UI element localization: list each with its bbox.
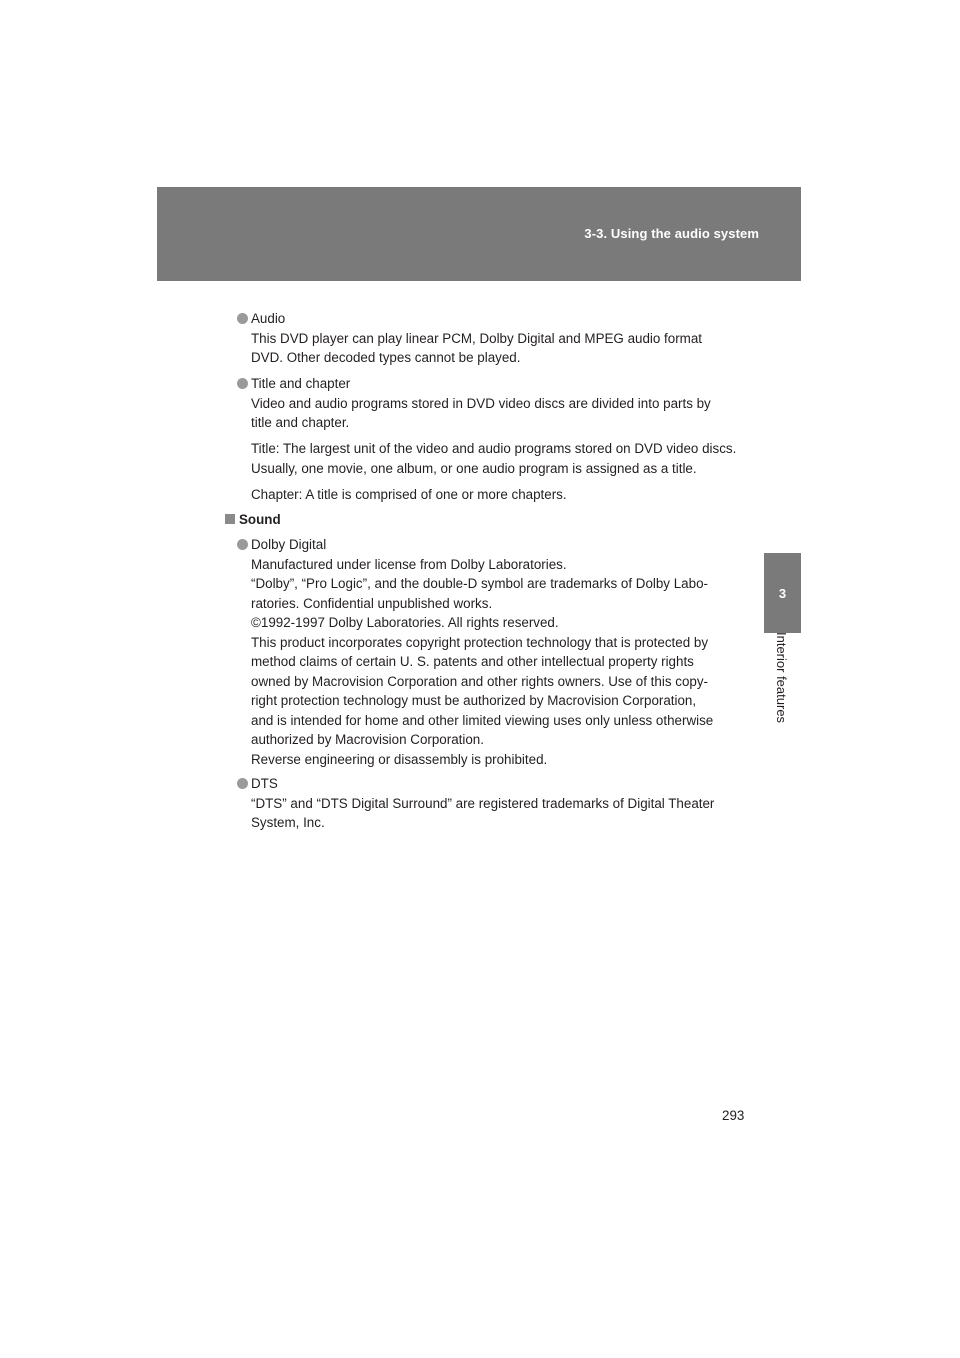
item-text-line: “DTS” and “DTS Digital Surround” are registered trademarks of Digital Theater: [251, 795, 715, 811]
section-title: 3-3. Using the audio system: [584, 226, 759, 241]
item-text-line: “Dolby”, “Pro Logic”, and the double-D symbol are trademarks of Dolby Labo-: [251, 576, 708, 591]
item-title: Title and chapter: [251, 376, 351, 391]
item-title: Dolby Digital: [251, 537, 327, 552]
page-number: 293: [722, 1108, 745, 1123]
bullet-icon: [237, 778, 248, 789]
item-text-line: ratories. Confidential unpublished works.: [251, 595, 493, 611]
header-bar: [157, 187, 801, 281]
item-text-line: DVD. Other decoded types cannot be played.: [251, 350, 521, 365]
item-text-line: ©1992-1997 Dolby Laboratories. All rights reserved.: [251, 615, 559, 630]
title-definition: [251, 439, 761, 478]
chapter-definition: Chapter: A title is comprised of one or more chapters.: [251, 487, 567, 502]
chapter-side-label: [770, 632, 794, 732]
chapter-tab: 3: [764, 553, 801, 633]
definition-line: Title: The largest unit of the video and audio programs stored on DVD video discs.: [251, 441, 737, 456]
item-text-line: authorized by Macrovision Corporation.: [251, 732, 484, 747]
bullet-icon: [237, 313, 248, 324]
item-text-line: Reverse engineering or disassembly is prohibited.: [251, 751, 548, 767]
bullet-icon: [237, 539, 248, 550]
item-text-line: This DVD player can play linear PCM, Dolby Digital and MPEG audio format: [251, 330, 702, 346]
item-text-line: owned by Macrovision Corporation and other rights owners. Use of this copy-: [251, 673, 708, 689]
bullet-icon: [237, 378, 248, 389]
item-text-line: method claims of certain U. S. patents and other intellectual property rights: [251, 654, 694, 669]
sound-heading-label: Sound: [239, 512, 281, 527]
square-bullet-icon: [225, 514, 235, 524]
item-text-line: Video and audio programs stored in DVD video discs are divided into parts by: [251, 395, 711, 411]
item-text-line: System, Inc.: [251, 815, 325, 830]
definition-line: Usually, one movie, one album, or one audio program is assigned as a title.: [251, 460, 697, 476]
item-text-line: Manufactured under license from Dolby Laboratories.: [251, 556, 567, 572]
item-text-line: title and chapter.: [251, 415, 350, 430]
item-text-line: This product incorporates copyright protection technology that is protected by: [251, 634, 709, 650]
item-title: DTS: [251, 776, 278, 791]
sound-heading: [225, 510, 281, 530]
item-text-line: right protection technology must be authorized by Macrovision Corporation,: [251, 693, 697, 708]
item-title: Audio: [251, 311, 286, 326]
chapter-label: Interior features: [774, 632, 789, 724]
item-text-line: and is intended for home and other limited viewing uses only unless otherwise: [251, 712, 714, 728]
